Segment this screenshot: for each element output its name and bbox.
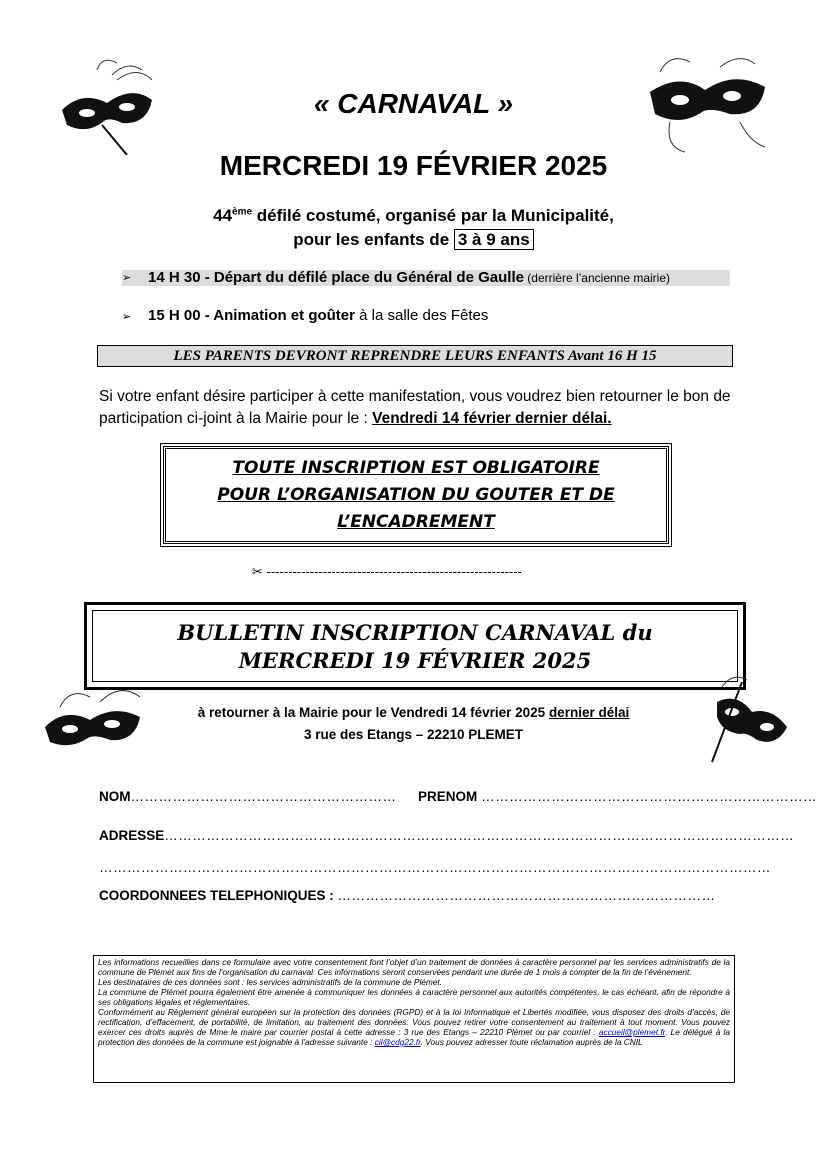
edition-line: [0, 206, 827, 226]
audience-text: pour les enfants de: [293, 230, 454, 249]
obligatory-line: L’ENCADREMENT: [337, 512, 495, 532]
schedule-time: 15 H 00 - Animation et goûter: [148, 307, 355, 324]
prenom-label: PRENOM: [418, 789, 478, 804]
carnival-mask-icon: [40, 682, 150, 762]
obligatory-box: [163, 446, 669, 544]
gdpr-paragraph: Les informations recueillies dans ce formulaire avec votre consentement font l’objet d’un traitement de données à caractère personnel par les services administratifs de la commune de Plémet aux fins de l’organisation du carnaval. Ces informations seront conservées pendant une durée de 1 mois à compter de la fin de l’événement.: [98, 957, 730, 977]
adresse-field[interactable]: ………………………………………………………………………………………………………………………: [164, 828, 795, 843]
page-title: « CARNAVAL »: [313, 88, 514, 119]
schedule-item: [122, 270, 730, 286]
bulletin-date: MERCREDI 19 FÉVRIER 2025: [238, 648, 592, 673]
tel-label: COORDONNEES TELEPHONIQUES :: [99, 888, 338, 903]
address-row-2: [99, 860, 771, 875]
address-row: [99, 828, 794, 843]
edition-suffix: ème: [232, 206, 253, 218]
adresse-label: ADRESSE: [99, 828, 165, 843]
return-text: à retourner à la Mairie pour le Vendredi 14 février 2025: [197, 705, 549, 720]
schedule-note: à la salle des Fêtes: [354, 307, 489, 324]
email-link[interactable]: accueil@plemet.fr: [598, 1027, 666, 1037]
intro-text: Si votre enfant désire participer à cette manifestation, vous voudrez bien retourner le bon de participation ci-joint à la Mairie pour le :: [99, 388, 731, 427]
edition-number: 44: [213, 206, 233, 225]
return-instructions: [0, 705, 827, 720]
gdpr-text: . Le délégué à la protection des données de la commune est joignable à l’adresse suivante :: [98, 1027, 730, 1047]
gdpr-text: . Vous pouvez adresser toute réclamation auprès de la CNIL: [420, 1037, 643, 1047]
prenom-field[interactable]: ………………………………………………………………: [481, 789, 818, 804]
schedule-time: 14 H 30 - Départ du défilé place du Général de Gaulle: [148, 269, 524, 286]
phone-row: [99, 888, 716, 903]
cut-line: ✂ -----------------------------------------------------------: [252, 564, 522, 579]
intro-deadline: Vendredi 14 février dernier délai.: [372, 410, 612, 427]
email-link[interactable]: cil@cdg22.fr: [374, 1037, 421, 1047]
obligatory-line: POUR L’ORGANISATION DU GOUTER ET DE: [217, 485, 615, 505]
arrow-bullet-icon: ➢: [122, 272, 132, 285]
name-fields-row: [99, 789, 817, 804]
event-date: MERCREDI 19 FÉVRIER 2025: [219, 150, 608, 181]
bulletin-title: BULLETIN INSCRIPTION CARNAVAL du: [177, 620, 653, 645]
parents-notice: LES PARENTS DEVRONT REPRENDRE LEURS ENFANTS Avant 16 H 15: [97, 345, 733, 367]
schedule-item: [122, 307, 730, 324]
adresse-field-2[interactable]: ………………………………………………………………………………………………………………………………: [99, 860, 771, 875]
gdpr-notice: [93, 955, 735, 1083]
age-range-badge: 3 à 9 ans: [454, 229, 534, 250]
obligatory-line: TOUTE INSCRIPTION EST OBLIGATOIRE: [232, 458, 600, 478]
gdpr-paragraph: La commune de Plémet pourra également être amenée à communiquer les données à caractère personnel aux autorités compétentes, le cas échéant, afin de répondre à ses obligations légales et réglementaires.: [98, 987, 730, 1007]
mairie-address: 3 rue des Etangs – 22210 PLEMET: [303, 727, 524, 742]
return-deadline: dernier délai: [548, 705, 630, 720]
arrow-bullet-icon: ➢: [122, 310, 132, 323]
gdpr-paragraph: Les destinataires de ces données sont : les services administratifs de la commune de Plémet.: [98, 977, 443, 987]
nom-field[interactable]: …………………………………………………: [130, 789, 397, 804]
tel-field[interactable]: ………………………………………………………………………: [337, 888, 716, 903]
gdpr-paragraph: [98, 1007, 730, 1047]
edition-text: défilé costumé, organisé par la Municipalité,: [252, 206, 614, 225]
intro-paragraph: [99, 386, 731, 430]
bulletin-header-box: [84, 602, 746, 690]
gdpr-text: Conformément au Règlement général européen sur la protection des données (RGPD) et à la loi Informatique et Libertés modifiée, vous disposez des droits d’accès, de rectification, d’effacement, de portabilité, de limitation, au traitement des données. Vous pouvez retirer votre consentement au traitement à tout moment. Vous pouvez exercer ces droits auprès de Mme le maire par courrier postal à cette adresse : 3 rue des Etangs – 22210 Plémet ou par courriel :: [98, 1007, 730, 1037]
audience-line: [0, 230, 827, 250]
nom-label: NOM: [99, 789, 131, 804]
schedule-note: (derrière l’ancienne mairie): [523, 271, 671, 285]
